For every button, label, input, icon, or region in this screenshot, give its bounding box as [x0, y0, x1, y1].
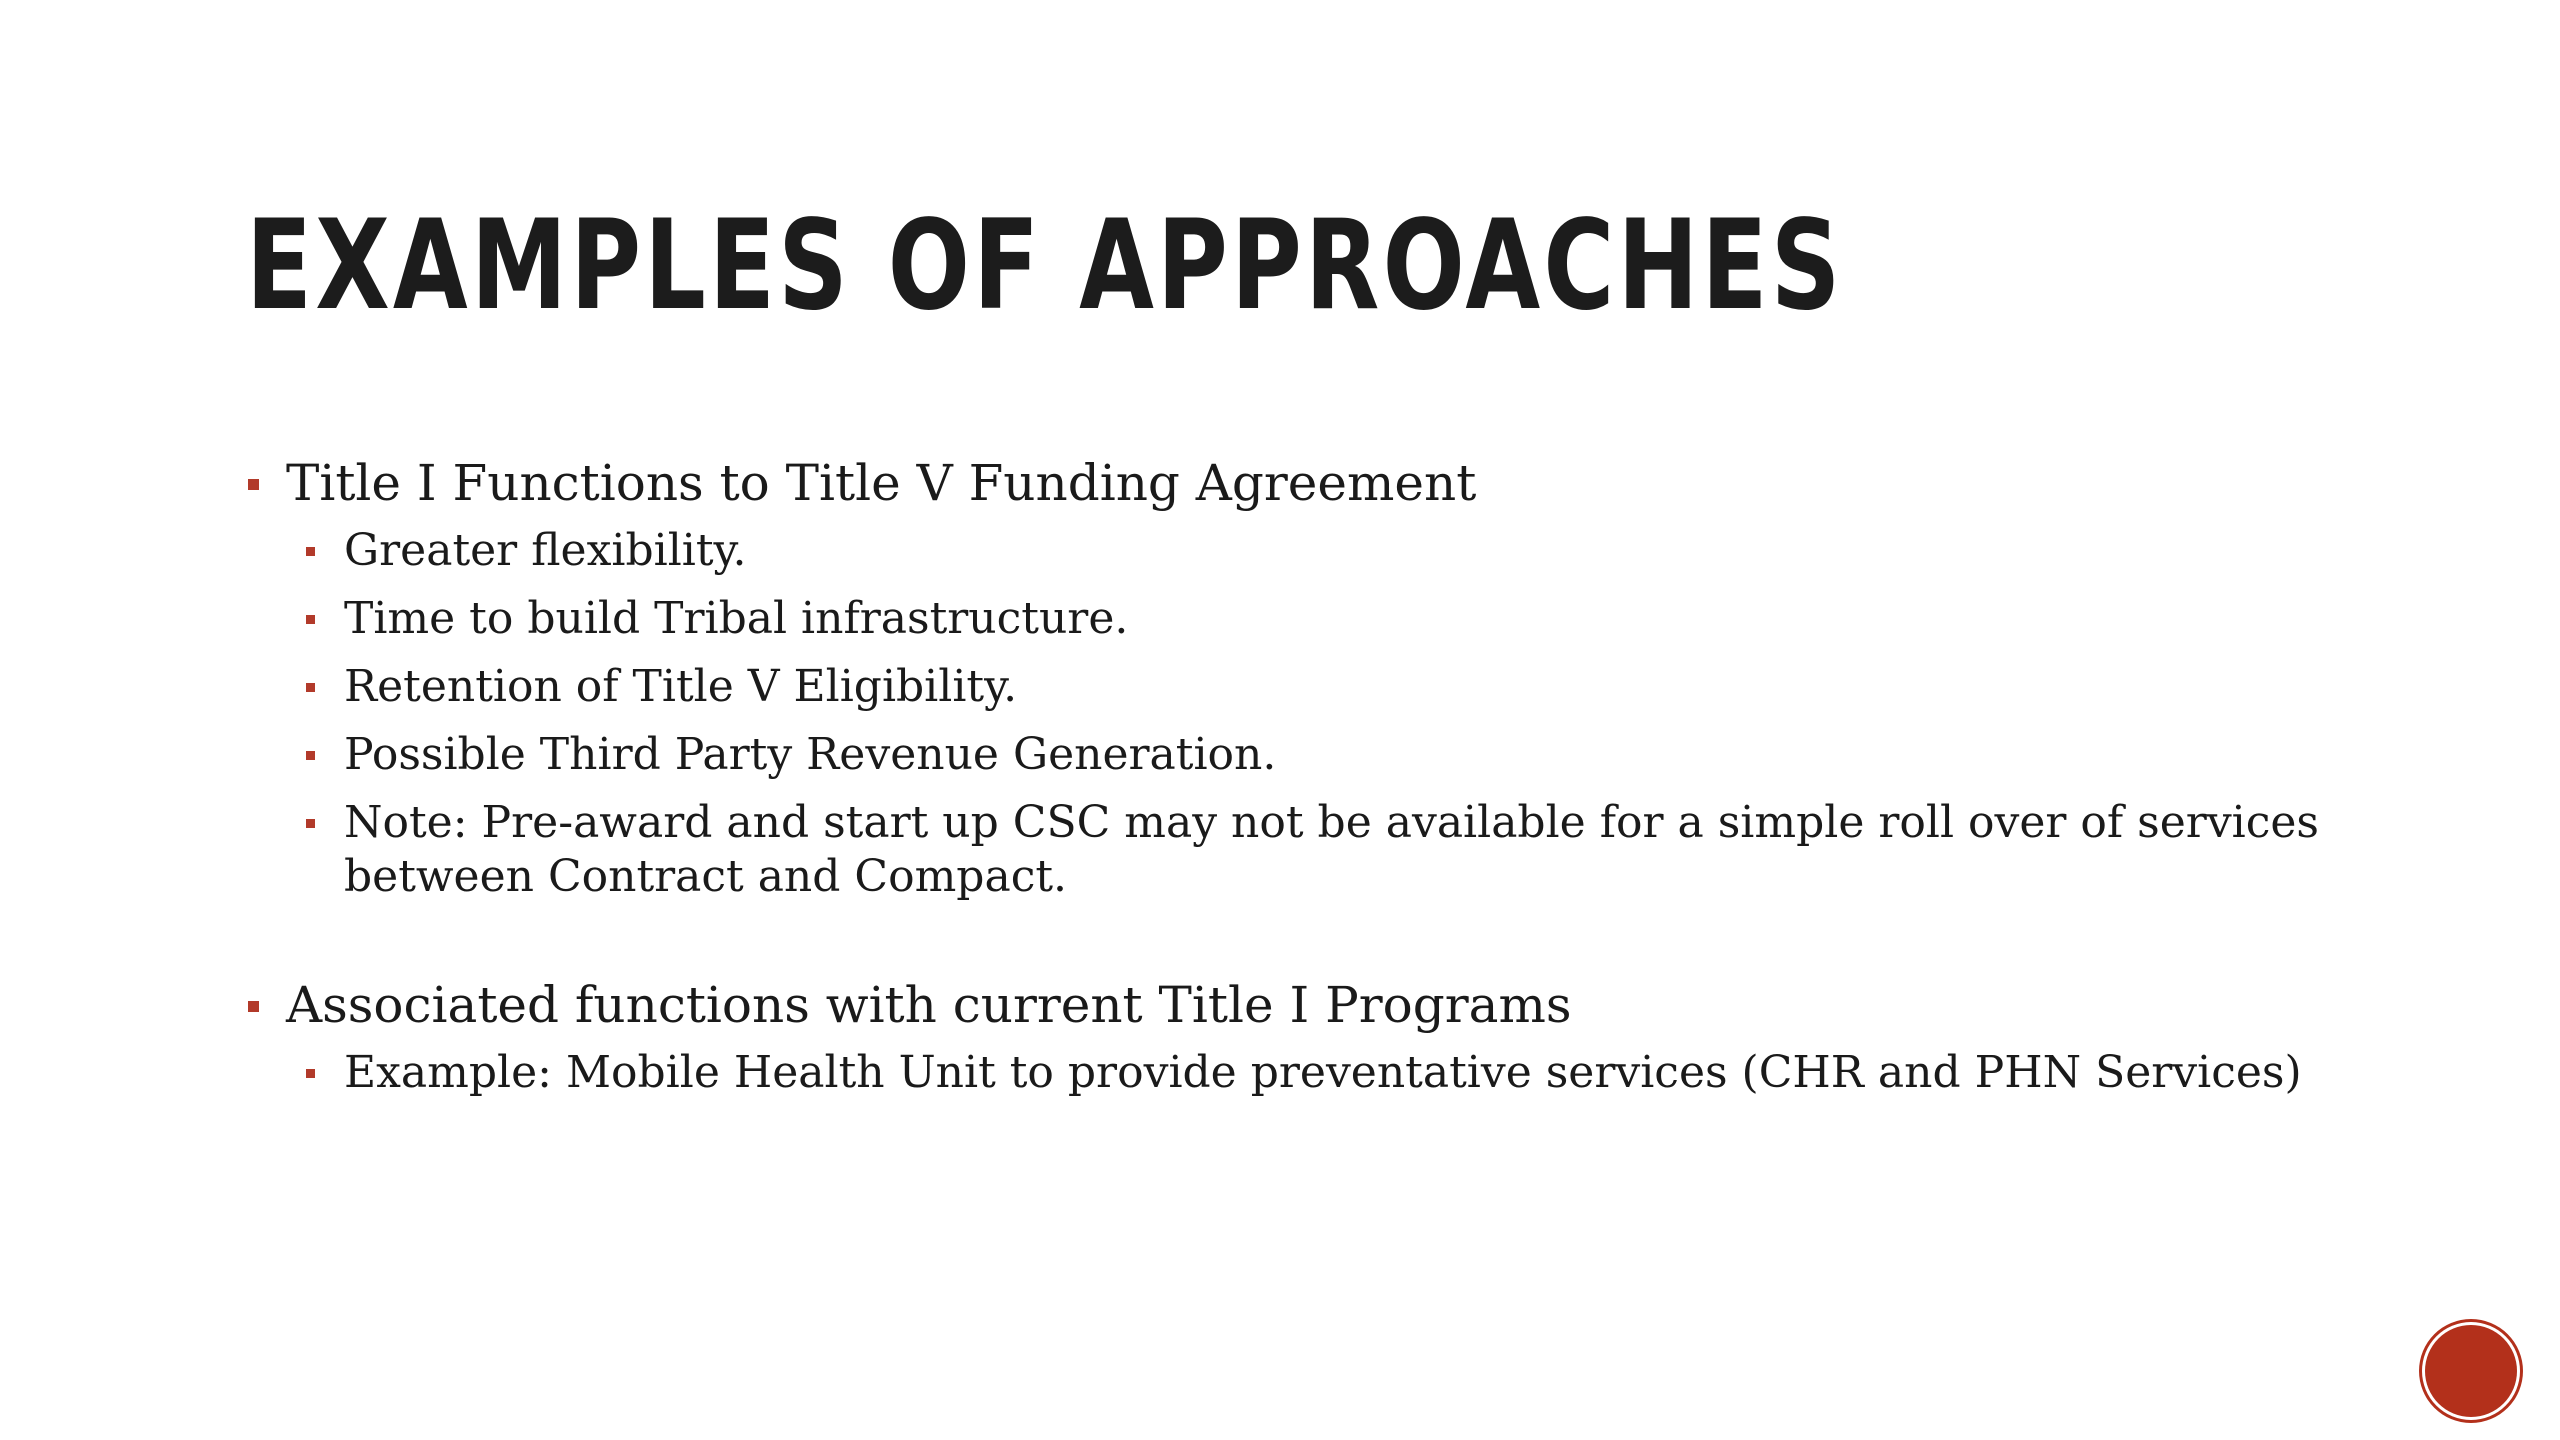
bullet-square-icon: [306, 751, 315, 760]
sub-bullet-text: Example: Mobile Health Unit to provide preventative services (CHR and PHN Services): [344, 1047, 2302, 1098]
sub-bullet-text: Possible Third Party Revenue Generation.: [344, 729, 1277, 780]
slide-number-badge-icon: [2425, 1325, 2517, 1417]
bullet-square-icon: [248, 479, 259, 490]
bullet-text: Associated functions with current Title I Programs: [286, 976, 1572, 1034]
sub-bullet-item: [286, 524, 2386, 578]
bullet-text: Title I Functions to Title V Funding Agreement: [286, 454, 1477, 512]
slide-title: EXAMPLES OF APPROACHES: [246, 194, 1844, 338]
sub-bullet-item: [286, 796, 2386, 904]
sub-bullet-item: [286, 1046, 2386, 1100]
sub-bullet-text: Note: Pre-award and start up CSC may not be available for a simple roll over of services between Contract and Compact.: [344, 797, 2320, 902]
bullet-list: [246, 452, 2386, 1100]
bullet-square-icon: [306, 615, 315, 624]
sub-bullet-list: [286, 524, 2386, 904]
bullet-square-icon: [248, 1001, 259, 1012]
sub-bullet-list: [286, 1046, 2386, 1100]
bullet-item-title-i-functions: [246, 452, 2386, 904]
sub-bullet-text: Greater flexibility.: [344, 525, 747, 576]
bullet-square-icon: [306, 547, 315, 556]
bullet-square-icon: [306, 1069, 315, 1078]
bullet-square-icon: [306, 683, 315, 692]
bullet-square-icon: [306, 819, 315, 828]
sub-bullet-text: Time to build Tribal infrastructure.: [344, 593, 1129, 644]
slide-content: [246, 452, 2386, 1114]
sub-bullet-item: [286, 660, 2386, 714]
sub-bullet-item: [286, 592, 2386, 646]
sub-bullet-item: [286, 728, 2386, 782]
sub-bullet-text: Retention of Title V Eligibility.: [344, 661, 1018, 712]
bullet-item-associated-functions: [246, 974, 2386, 1100]
